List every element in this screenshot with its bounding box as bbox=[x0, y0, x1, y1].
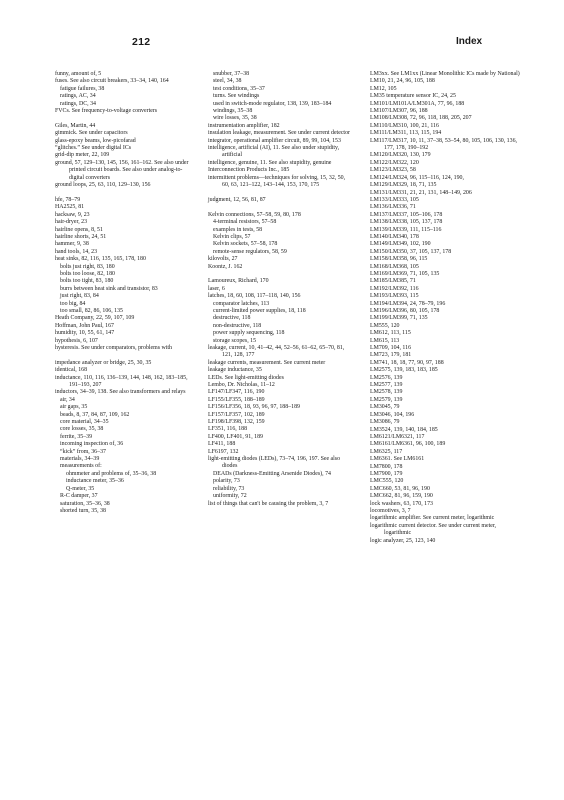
index-entry: LM129/LM329, 18, 71, 135 bbox=[370, 182, 437, 189]
index-entry: instrumentation amplifier, 182 bbox=[208, 122, 280, 129]
index-entry: LM169/LM369, 71, 105, 135 bbox=[370, 270, 440, 277]
index-entry: lock washers, 63, 170, 173 bbox=[370, 500, 433, 507]
index-entry: LMC660, 53, 81, 96, 190 bbox=[370, 485, 430, 492]
index-entry: LM193/LM393, 115 bbox=[370, 293, 419, 300]
index-column-2 bbox=[208, 71, 350, 508]
index-entry: LF198/LF398, 132, 159 bbox=[208, 419, 265, 426]
index-entry: LM615, 113 bbox=[370, 337, 400, 344]
index-entry: impedance analyzer or bridge, 25, 30, 35 bbox=[55, 359, 152, 366]
index-subentry: core material, 34–35 bbox=[60, 419, 109, 426]
index-entry: kilovolts, 27 bbox=[208, 256, 238, 263]
index-entry: LM3045, 79 bbox=[370, 404, 400, 411]
index-subentry: saturation, 35–36, 38 bbox=[60, 500, 110, 507]
index-entry: logarithmic amplifier. See current meter, logarithmic bbox=[370, 515, 495, 522]
index-entry: LM194/LM394, 24, 78–79, 196 bbox=[370, 300, 446, 307]
index-entry: hammer, 9, 38 bbox=[55, 241, 89, 248]
index-subentry: ferrite, 35–39 bbox=[60, 433, 93, 440]
index-entry: funny, amount of, 5 bbox=[55, 71, 102, 77]
index-entry: Koontz, J. 162 bbox=[208, 263, 243, 270]
index-subentry: used in switch-mode regulator, 138, 139, 183–184 bbox=[213, 100, 332, 107]
index-subentry: snubber, 37–38 bbox=[213, 71, 250, 77]
index-subentry: power supply sequencing, 118 bbox=[213, 330, 285, 337]
letter-group-gap bbox=[55, 189, 197, 196]
index-entry: LM120/LM320, 130, 179 bbox=[370, 152, 431, 159]
index-entry: LM2576, 139 bbox=[370, 374, 403, 381]
index-entry: LM6361. See LM6161 bbox=[370, 456, 425, 463]
index-entry: LM150/LM350, 37, 105, 137, 178 bbox=[370, 248, 452, 255]
index-subentry: ratings, DC, 34 bbox=[60, 100, 96, 107]
index-subentry: ratings, AC, 34 bbox=[60, 93, 96, 100]
index-subentry: bolts too tight, 83, 180 bbox=[60, 278, 114, 285]
index-subentry: inductance meter, 35–36 bbox=[66, 478, 124, 485]
index-subentry: examples in tests, 58 bbox=[213, 226, 263, 233]
index-entry: hair-dryer, 23 bbox=[55, 219, 88, 226]
index-entry: LM110/LM310, 100, 21, 116 bbox=[370, 122, 439, 129]
index-subentry: Kelvin sockets, 57–58, 178 bbox=[213, 241, 278, 248]
index-entry: heat sinks, 82, 116, 135, 165, 178, 180 bbox=[55, 256, 146, 263]
index-entry: LM158/LM358, 96, 115 bbox=[370, 256, 428, 263]
index-subentry: air, 34 bbox=[60, 396, 75, 403]
index-entry: HA2525, 81 bbox=[55, 204, 85, 211]
index-entry: inductors, 34–39, 138. See also transformers and relays bbox=[55, 389, 186, 396]
index-entry: LM124/LM324, 96, 115–116, 124, 190, bbox=[370, 174, 464, 181]
index-subentry: fatigue failures, 38 bbox=[60, 85, 105, 92]
index-subentry: incoming inspection of, 36 bbox=[60, 441, 124, 448]
index-entry: Lembo, Dr. Nicholas, 11–12 bbox=[208, 382, 275, 389]
index-entry: LM2579, 139 bbox=[370, 396, 403, 403]
index-entry: laser, 6 bbox=[208, 285, 225, 292]
index-entry: LM741, 18, 18, 77, 90, 97, 188 bbox=[370, 359, 444, 366]
index-entry: LM136/LM336, 71 bbox=[370, 204, 416, 211]
index-entry: hysteresis. See under comparators, problems with bbox=[55, 345, 172, 351]
index-entry: hacksaw, 9, 23 bbox=[55, 211, 90, 218]
index-entry: LF400, LF401, 91, 189 bbox=[208, 433, 263, 440]
index-entry: logarithmic current detector. See under current meter, logarithmic bbox=[370, 522, 497, 537]
index-entry: LM133/LM333, 105 bbox=[370, 196, 419, 203]
index-subentry: 4-terminal resistors, 57–58 bbox=[213, 219, 277, 226]
index-entry: LM111/LM311, 113, 115, 194 bbox=[370, 130, 442, 137]
index-entry: intelligence, artificial (AI), 11. See also under stupidity, artificial bbox=[208, 145, 340, 159]
index-entry: fuses. See also circuit breakers, 33–34, 140, 164 bbox=[55, 78, 169, 85]
index-subentry: reliability, 73 bbox=[213, 485, 245, 492]
index-subentry: steel, 34, 38 bbox=[213, 78, 242, 85]
index-entry: hfe, 78–79 bbox=[55, 196, 81, 203]
index-entry: leakage currents, measurement. See current meter bbox=[208, 359, 326, 366]
index-subentry: DEADs (Darkness-Emitting Arsenide Diodes), 74 bbox=[213, 470, 331, 477]
index-entry: LM555, 120 bbox=[370, 322, 400, 329]
index-entry: grid-dip meter, 22, 109 bbox=[55, 152, 110, 159]
index-entry: logic analyzer, 25, 123, 140 bbox=[370, 537, 436, 544]
index-subentry: current-limited power supplies, 18, 118 bbox=[213, 307, 306, 314]
index-entry: integrator, operational amplifier circuit, 89, 99, 104, 153 bbox=[208, 137, 341, 144]
index-entry: light-emitting diodes (LEDs), 73–74, 196, 197. See also diodes bbox=[208, 456, 341, 470]
index-entry: LM107/LM307, 96, 188 bbox=[370, 108, 428, 115]
index-subentry: beads, 8, 37, 84, 87, 109, 162 bbox=[60, 411, 130, 418]
index-entry: hairline shorts, 24, 51 bbox=[55, 233, 107, 240]
index-entry: insulation leakage, measurement. See under current detector bbox=[208, 130, 350, 137]
index-subentry: core losses, 35, 38 bbox=[60, 426, 104, 433]
letter-group-gap bbox=[208, 204, 350, 211]
index-entry: intelligence, genuine, 11. See also stupidity, genuine bbox=[208, 159, 332, 166]
index-entry: inductance, 110, 116, 136–139, 144, 148, 162, 183–185, 191–193, 207 bbox=[55, 374, 188, 389]
index-subentry: Q-meter, 35 bbox=[66, 485, 95, 492]
index-entry: LM131/LM331, 21, 21, 131, 148–149, 206 bbox=[370, 189, 472, 196]
letter-group-gap bbox=[55, 115, 197, 122]
index-subentry: comparator latches, 113 bbox=[213, 300, 270, 307]
index-subentry: polarity, 73 bbox=[213, 478, 240, 485]
index-entry: LM3524, 139, 140, 184, 185 bbox=[370, 426, 438, 433]
index-subentry: measurements of: bbox=[60, 463, 102, 470]
page-header bbox=[0, 36, 564, 50]
letter-group-gap bbox=[55, 352, 197, 359]
index-entry: LM612, 113, 115 bbox=[370, 330, 411, 337]
index-entry: latches, 18, 60, 108, 117–118, 140, 156 bbox=[208, 293, 301, 300]
index-entry: LM168/LM368, 105 bbox=[370, 263, 419, 270]
index-entry: hypothesis, 6, 107 bbox=[55, 337, 98, 344]
index-subentry: air gaps, 35 bbox=[60, 404, 88, 411]
index-entry: LM2578, 139 bbox=[370, 389, 403, 396]
index-subentry: turns. See windings bbox=[213, 93, 260, 100]
index-entry: LF156/LF356, 18, 93, 96, 97, 188–189 bbox=[208, 404, 300, 411]
index-entry: identical, 168 bbox=[55, 367, 88, 374]
page-number: 212 bbox=[132, 36, 151, 48]
index-entry: glass-epoxy beams, low-picofarad bbox=[55, 137, 136, 144]
index-entry: LM723, 179, 181 bbox=[370, 352, 412, 359]
index-entry: LM709, 104, 116 bbox=[370, 345, 412, 352]
index-entry: Giles, Martin, 44 bbox=[55, 122, 96, 129]
index-subentry: too big, 84 bbox=[60, 300, 86, 307]
index-entry: LF155/LF355, 188–189 bbox=[208, 396, 265, 403]
index-subentry: wire losses, 35, 38 bbox=[213, 115, 257, 122]
index-subentry: burrs between heat sink and transistor, 83 bbox=[60, 285, 158, 292]
index-subentry: test conditions, 35–37 bbox=[213, 85, 265, 92]
index-subentry: windings, 35–38 bbox=[213, 108, 253, 115]
index-entry: LF147/LF347, 116, 190 bbox=[208, 389, 265, 396]
index-entry: list of things that can't be causing the problem, 3, 7 bbox=[208, 500, 329, 507]
index-entry: LM6325, 117 bbox=[370, 448, 403, 455]
index-subentry: destructive, 118 bbox=[213, 315, 251, 322]
index-entry: locomotives, 3, 7 bbox=[370, 507, 411, 514]
index-entry: LM123/LM323, 58 bbox=[370, 167, 416, 174]
index-entry: LM196/LM396, 80, 105, 178 bbox=[370, 308, 440, 314]
index-entry: LM12, 105 bbox=[370, 85, 397, 92]
index-entry: LM6161/LM6361, 96, 100, 189 bbox=[370, 441, 446, 448]
index-subentry: “kick” from, 36–37 bbox=[60, 448, 106, 455]
index-entry: leakage, current, 10, 41–42, 44, 52–56, 61–62, 65–70, 81, 121, 128, 177 bbox=[208, 344, 345, 359]
index-entry: LM149/LM349, 102, 190 bbox=[370, 241, 431, 248]
index-entry: LM138/LM338, 105, 137, 178 bbox=[370, 219, 443, 226]
index-subentry: shorted turn, 35, 38 bbox=[60, 507, 106, 514]
index-entry: leakage inductance, 35 bbox=[208, 367, 262, 374]
index-entry: LF411, 188 bbox=[208, 441, 236, 448]
index-entry: LM7800, 178 bbox=[370, 463, 403, 470]
index-entry: Kelvin connections, 57–58, 59, 80, 178 bbox=[208, 211, 301, 218]
index-entry: humidity, 10, 55, 61, 147 bbox=[55, 330, 115, 337]
index-subentry: bolts too loose, 82, 180 bbox=[60, 270, 115, 277]
index-entry: Hoffman, John Paul, 167 bbox=[55, 322, 114, 329]
index-entry: ground, 57, 129–130, 145, 156, 161–162. See also under printed circuit boards. See also under analog-to-digital converters bbox=[55, 159, 189, 181]
index-entry: LM3086, 79 bbox=[370, 419, 400, 426]
index-entry: LM10, 21, 24, 96, 105, 188 bbox=[370, 78, 435, 85]
index-entry: LM7900, 179 bbox=[370, 470, 403, 477]
index-entry: LF157/LF357, 102, 189 bbox=[208, 411, 265, 418]
index-entry: judgment, 12, 56, 81, 87 bbox=[208, 196, 266, 203]
index-entry: LM122/LM322, 120 bbox=[370, 159, 419, 166]
index-entry: LM3xx. See LM1xx (Linear Monolithic ICs made by National) bbox=[370, 71, 520, 77]
index-entry: LM101/LM101A/LM301A, 77, 96, 188 bbox=[370, 100, 465, 107]
index-entry: hairline opens, 8, 51 bbox=[55, 226, 103, 233]
running-head: Index bbox=[456, 36, 483, 47]
index-column-1 bbox=[55, 71, 197, 515]
index-subentry: Kelvin clips, 57 bbox=[213, 233, 251, 240]
index-entry: LM192/LM392, 116 bbox=[370, 285, 419, 292]
index-subentry: materials, 34–39 bbox=[60, 456, 100, 463]
index-entry: LM117/LM317, 10, 11, 37–38, 53–54, 80, 105, 106, 130, 136, 177, 178, 190–192 bbox=[370, 137, 517, 152]
index-subentry: remote-sense regulators, 58, 59 bbox=[213, 248, 287, 255]
index-entry: LM108/LM308, 72, 96, 118, 188, 205, 207 bbox=[370, 115, 472, 122]
index-subentry: just right, 83, 84 bbox=[60, 293, 99, 300]
index-entry: ground loops, 25, 63, 110, 129–130, 156 bbox=[55, 182, 151, 189]
index-entry: LM2575, 139, 183, 183, 185 bbox=[370, 367, 438, 374]
index-entry: hand tools, 14, 23 bbox=[55, 248, 98, 255]
index-entry: LMC555, 120 bbox=[370, 478, 404, 485]
index-entry: LM6121/LM6321, 117 bbox=[370, 433, 425, 440]
letter-group-gap bbox=[208, 271, 350, 278]
index-entry: LM139/LM339, 111, 115–116 bbox=[370, 226, 442, 233]
index-subentry: storage scopes, 15 bbox=[213, 337, 257, 344]
index-entry: Interconnection Products Inc., 185 bbox=[208, 167, 290, 174]
index-entry: LM2577, 139 bbox=[370, 382, 403, 389]
index-entry: LEDs. See light-emitting diodes bbox=[208, 374, 284, 381]
index-entry: LF351, 116, 188 bbox=[208, 426, 248, 433]
index-column-3 bbox=[370, 71, 520, 545]
index-entry: gimmick. See under capacitors bbox=[55, 130, 128, 137]
index-entry: LM35 temperature sensor IC, 24, 25 bbox=[370, 93, 456, 100]
index-subentry: ohmmeter and problems of, 35–36, 38 bbox=[66, 470, 157, 477]
index-entry: LM140/LM340, 178 bbox=[370, 233, 419, 240]
index-entry: FVCs. See frequency-to-voltage converters bbox=[55, 108, 158, 115]
index-entry: LM3046, 104, 196 bbox=[370, 411, 415, 418]
index-subentry: R-C damper, 37 bbox=[60, 493, 98, 500]
index-entry: LF6197, 132 bbox=[208, 448, 239, 455]
index-entry: intermittent problems—techniques for solving, 15, 32, 50, 60, 63, 121–122, 143–144, 153, 170, 175 bbox=[208, 174, 346, 189]
index-subentry: uniformity, 72 bbox=[213, 493, 247, 500]
index-entry: LM137/LM337, 105–106, 178 bbox=[370, 211, 443, 218]
index-entry: Heath Company, 22, 59, 107, 109 bbox=[55, 315, 135, 322]
letter-group-gap bbox=[208, 190, 350, 197]
index-subentry: bolts just right, 83, 180 bbox=[60, 263, 115, 270]
index-subentry: too small, 82, 86, 106, 135 bbox=[60, 307, 123, 314]
index-subentry: non-destructive, 118 bbox=[213, 322, 262, 329]
index-entry: “glitches.” See under digital ICs bbox=[55, 145, 132, 152]
index-entry: LM185/LM385, 71 bbox=[370, 278, 416, 285]
index-entry: LMC662, 81, 96, 159, 190 bbox=[370, 493, 433, 500]
index-entry: LM199/LM399, 71, 135 bbox=[370, 315, 428, 322]
index-entry: Lamoureux, Richard, 170 bbox=[208, 278, 269, 285]
